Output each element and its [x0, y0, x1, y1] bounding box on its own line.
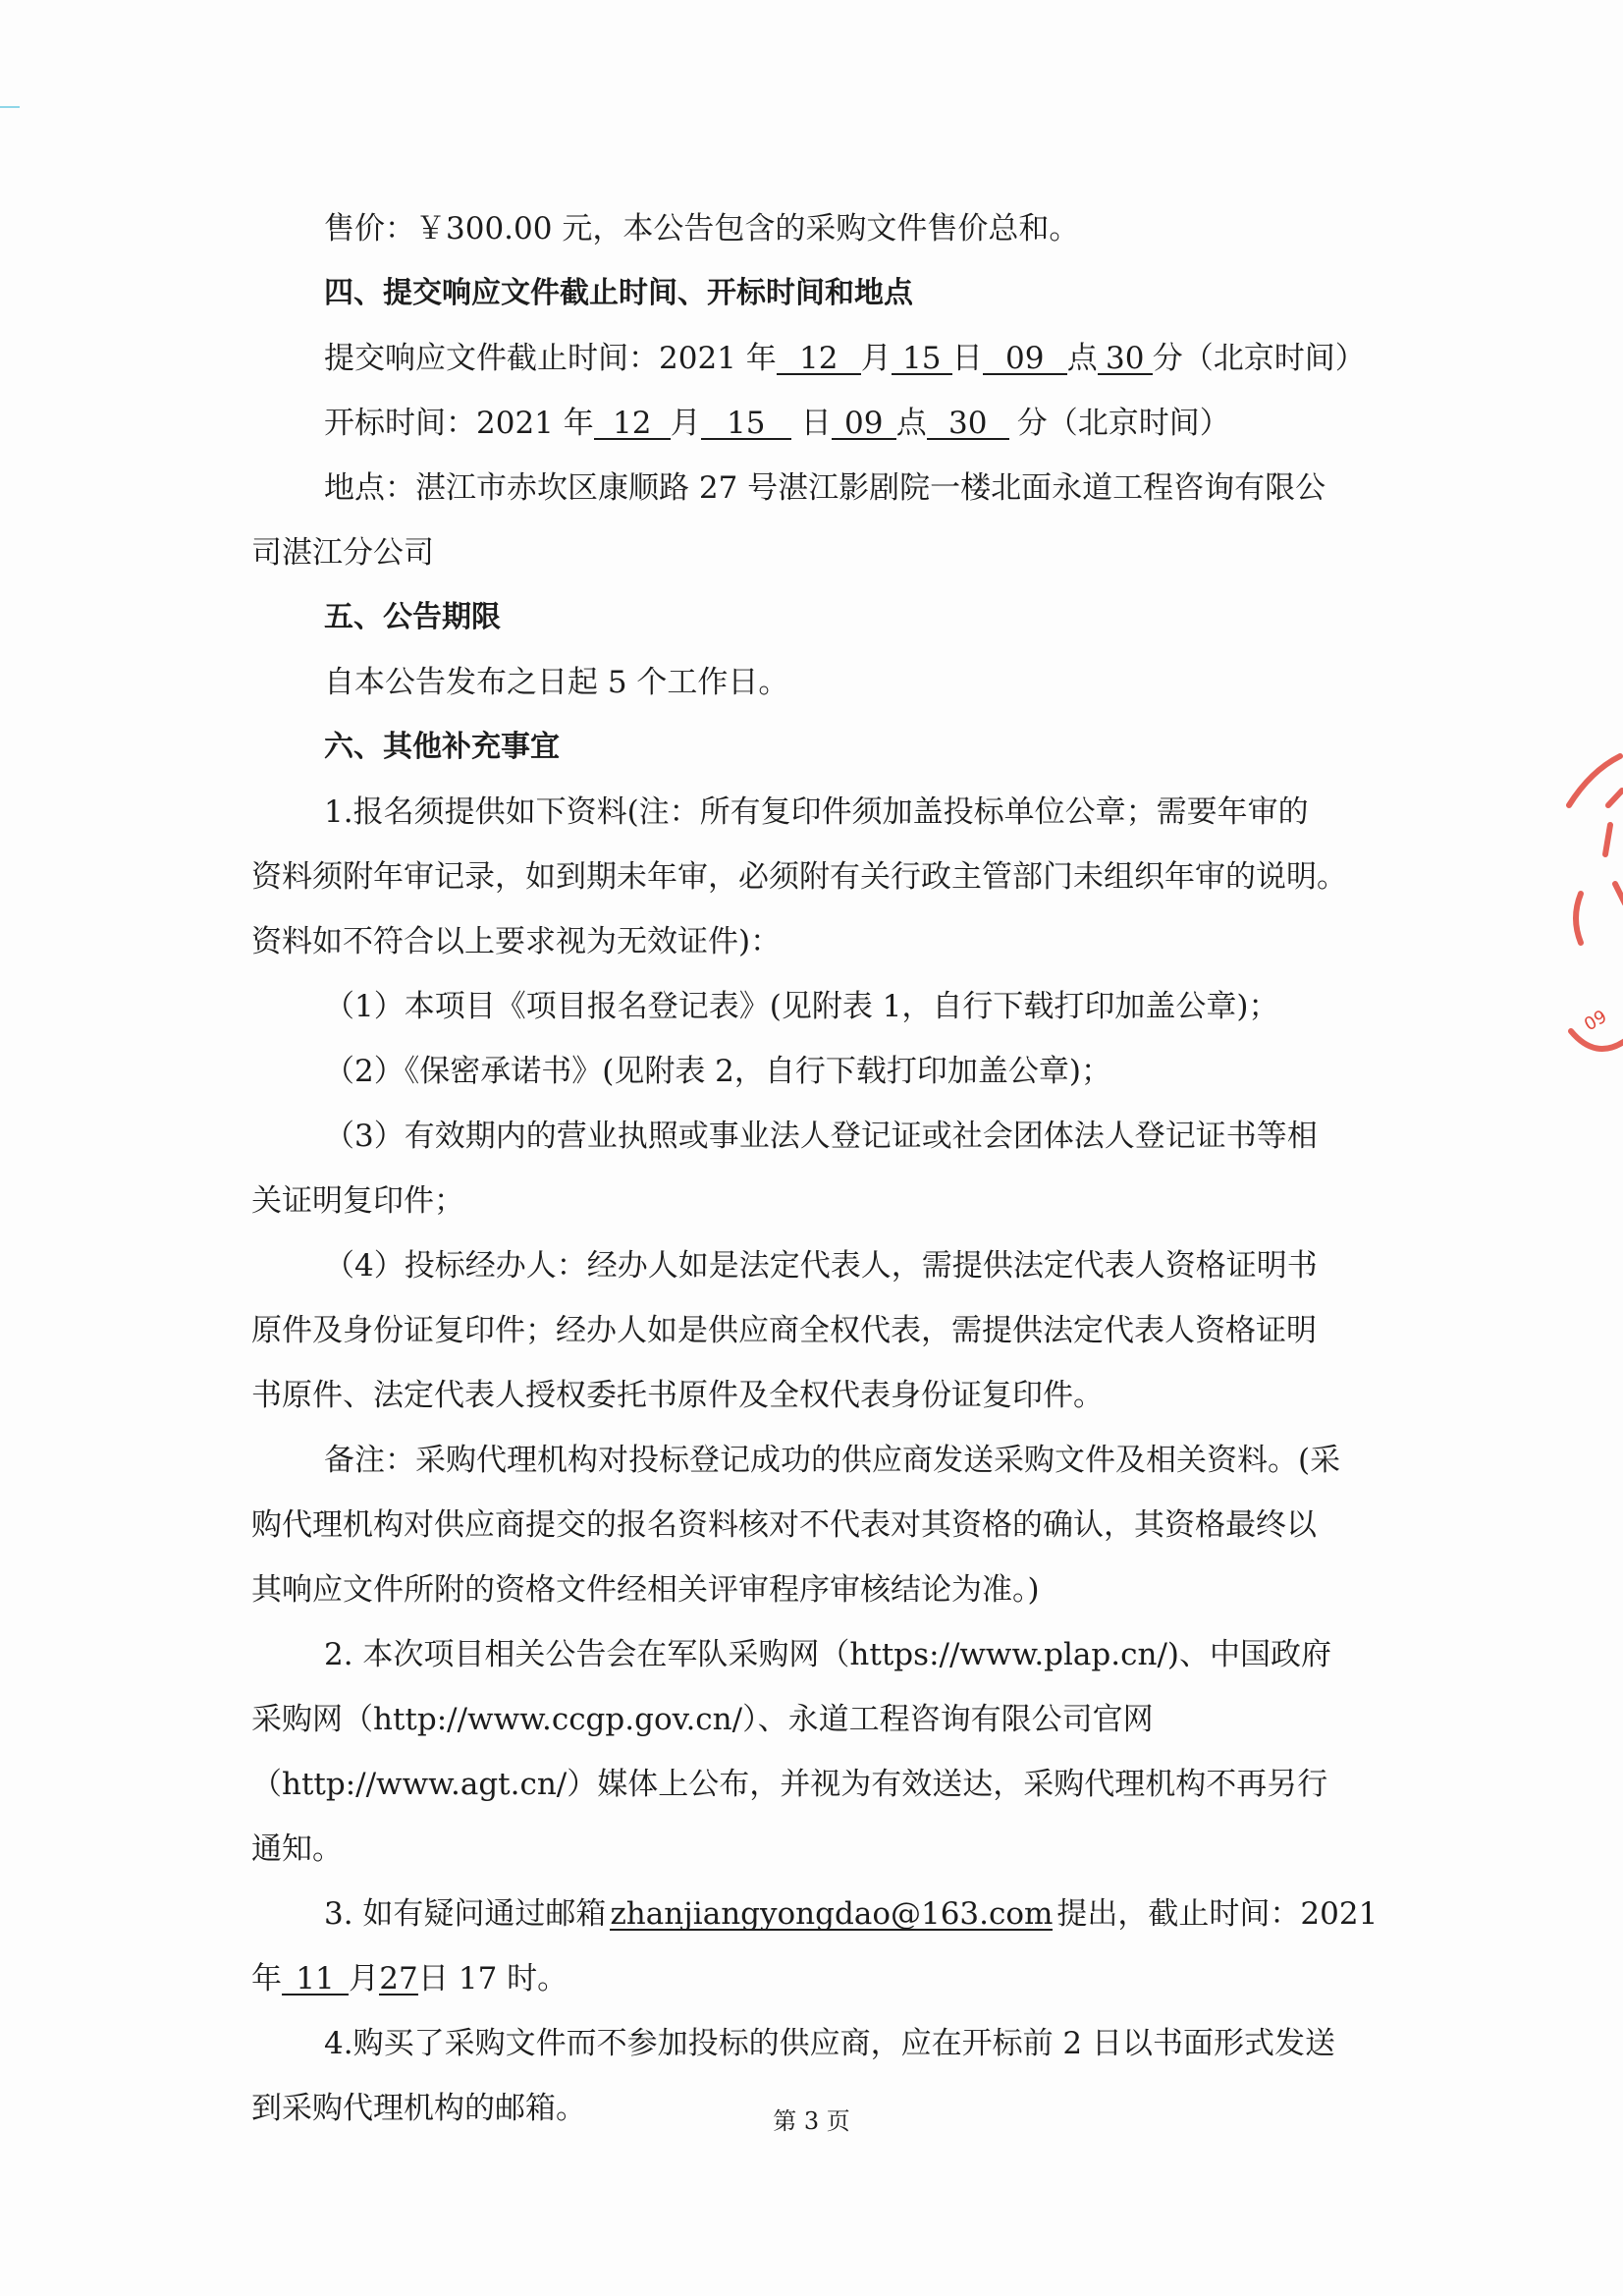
note-line-1: 备注：采购代理机构对投标登记成功的供应商发送采购文件及相关资料。(采	[324, 1443, 1341, 1478]
deadline-suffix: 分（北京时间）	[1152, 341, 1366, 376]
section6-heading: 六、其他补充事宜	[324, 730, 560, 764]
deadline-day: 15	[892, 344, 952, 375]
open-month-label: 月	[670, 406, 701, 441]
item3-day: 27	[379, 1961, 418, 1996]
deadline-hour: 09	[983, 344, 1067, 375]
item2-line-3: （http://www.agt.cn/）媒体上公布，并视为有效送达，采购代理机构不再另行	[251, 1767, 1328, 1802]
location-line-1: 地点：湛江市赤坎区康顺路 27 号湛江影剧院一楼北面永道工程咨询有限公	[324, 470, 1326, 506]
open-day-label: 日	[800, 406, 832, 441]
sub-item-2: （2）《保密承诺书》(见附表 2，自行下载打印加盖公章)；	[324, 1054, 1111, 1089]
document-body	[251, 196, 1379, 2141]
page-number-footer: 第 3 页	[773, 2107, 850, 2135]
contact-email-link[interactable]: zhanjiangyongdao@163.com	[610, 1896, 1054, 1932]
sub-item-4-line-1: （4）投标经办人：经办人如是法定代表人，需提供法定代表人资格证明书	[324, 1248, 1318, 1284]
sub-item-1: （1）本项目《项目报名登记表》(见附表 1，自行下载打印加盖公章)；	[324, 989, 1279, 1024]
deadline-line	[251, 326, 1379, 391]
deadline-day-label: 日	[951, 341, 983, 376]
scan-edge-mark	[0, 106, 20, 108]
deadline-month-label: 月	[860, 341, 892, 376]
seal-stamp-fragment	[1561, 746, 1623, 1070]
open-suffix: 分（北京时间）	[1016, 406, 1230, 441]
section4-heading: 四、提交响应文件截止时间、开标时间和地点	[324, 276, 913, 310]
deadline-minute: 30	[1098, 344, 1153, 375]
item2-line-2: 采购网（http://www.ccgp.gov.cn/）、永道工程咨询有限公司官网	[251, 1702, 1154, 1737]
open-day: 15	[701, 409, 791, 440]
note-line-3: 其响应文件所附的资格文件经相关评审程序审核结论为准。)	[251, 1572, 1040, 1608]
price-line: 售价：￥300.00 元，本公告包含的采购文件售价总和。	[324, 211, 1080, 246]
open-time-line	[251, 391, 1379, 456]
sub-item-4-line-2: 原件及身份证复印件；经办人如是供应商全权代表，需提供法定代表人资格证明	[251, 1313, 1317, 1348]
note-line-2: 购代理机构对供应商提交的报名资料核对不代表对其资格的确认，其资格最终以	[251, 1507, 1317, 1543]
item1-line-3: 资料如不符合以上要求视为无效证件)：	[251, 924, 782, 959]
item3-suffix: 提出，截止时间：2021	[1056, 1896, 1379, 1932]
sub-item-3-line-1: （3）有效期内的营业执照或事业法人登记证或社会团体法人登记证书等相	[324, 1119, 1318, 1154]
item3-year-label: 年	[251, 1961, 282, 1996]
item1-line-1: 1.报名须提供如下资料(注：所有复印件须加盖投标单位公章；需要年审的	[324, 794, 1309, 830]
item3-prefix: 3. 如有疑问通过邮箱	[324, 1896, 607, 1932]
sub-item-3-line-2: 关证明复印件；	[251, 1183, 464, 1219]
open-hour-label: 点	[895, 406, 927, 441]
section5-heading: 五、公告期限	[324, 600, 501, 634]
sub-item-4-line-3: 书原件、法定代表人授权委托书原件及全权代表身份证复印件。	[251, 1378, 1104, 1413]
section5-text: 自本公告发布之日起 5 个工作日。	[324, 665, 789, 700]
location-line-2: 司湛江分公司	[251, 535, 434, 571]
deadline-hour-label: 点	[1066, 341, 1098, 376]
item1-line-2: 资料须附年审记录，如到期未年审，必须附有关行政主管部门未组织年审的说明。	[251, 859, 1347, 895]
open-hour: 09	[832, 409, 896, 440]
item3-line-2	[251, 1946, 1379, 2011]
deadline-month: 12	[777, 344, 861, 375]
item3-line-1	[251, 1882, 1379, 1946]
item2-line-4: 通知。	[251, 1831, 343, 1867]
item3-month: 11	[282, 1964, 349, 1995]
item4-line-2: 到采购代理机构的邮箱。	[251, 2091, 586, 2126]
stamp-fragment-text: 09	[1581, 1006, 1611, 1036]
open-minute: 30	[927, 409, 1009, 440]
item3-month-label: 月	[349, 1961, 379, 1996]
open-prefix: 开标时间：2021 年	[324, 406, 594, 441]
open-month: 12	[594, 409, 671, 440]
item3-day-suffix: 日 17 时。	[418, 1961, 568, 1996]
item2-line-1: 2. 本次项目相关公告会在军队采购网（https://www.plap.cn/)、中国政府	[324, 1637, 1331, 1672]
deadline-prefix: 提交响应文件截止时间：2021 年	[324, 341, 777, 376]
item4-line-1: 4.购买了采购文件而不参加投标的供应商，应在开标前 2 日以书面形式发送	[324, 2026, 1336, 2061]
